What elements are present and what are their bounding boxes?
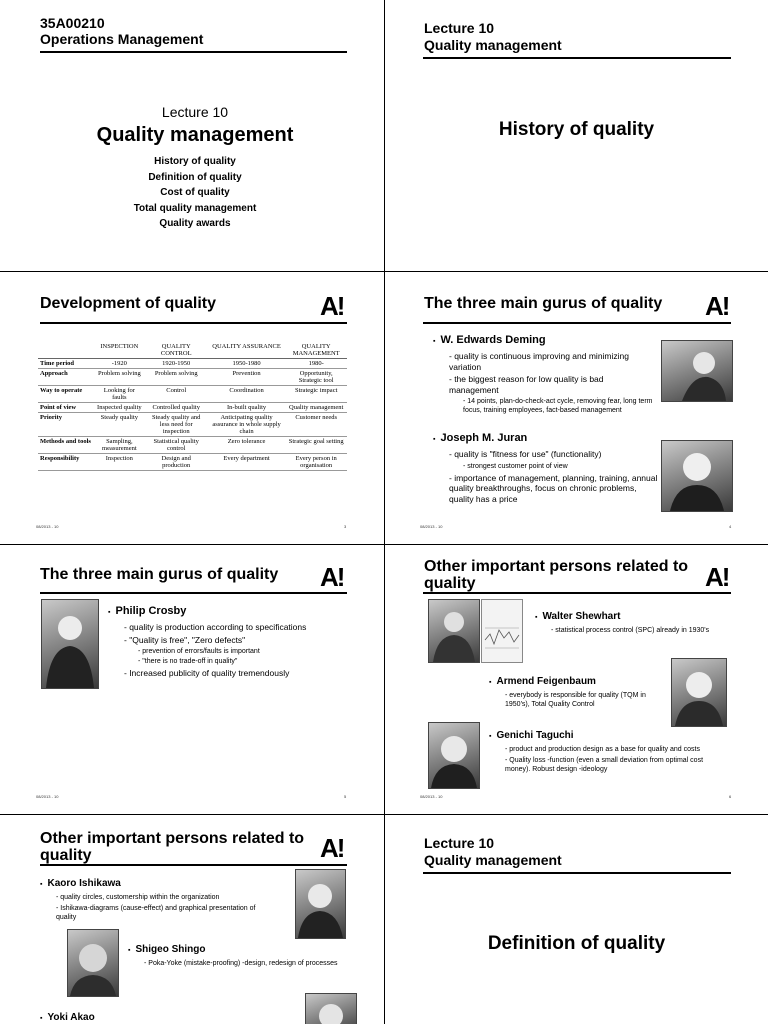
lecture-subtitle: Quality management [424, 852, 562, 868]
slide-footer: 08/2013 - 10 [420, 524, 443, 529]
guru-name: Joseph M. Juran [440, 432, 528, 444]
topic-item: Quality awards [159, 218, 231, 229]
table-cell: Way to operate [38, 386, 94, 403]
title-rule [423, 872, 731, 874]
table-header-cell: QUALITY CONTROL [145, 342, 208, 359]
feigenbaum-section [489, 675, 669, 709]
table-row [38, 369, 347, 386]
guru-name: W. Edwards Deming [440, 334, 546, 346]
table-cell: Design and production [145, 454, 208, 471]
person-name: Walter Shewhart [542, 611, 621, 622]
slide-1-title [0, 0, 384, 271]
slide-2-section [385, 0, 768, 271]
deming-photo [661, 340, 733, 402]
bullet-text: - strongest customer point of view [463, 462, 568, 470]
table-row [38, 386, 347, 403]
shingo-photo [67, 929, 119, 997]
bullet-icon: ▪ [489, 733, 492, 740]
table-cell: Inspection [94, 454, 145, 471]
table-cell: Statistical quality control [145, 437, 208, 454]
shewhart-photo [428, 599, 480, 663]
akao-section [40, 1011, 95, 1024]
table-cell: Time period [38, 359, 94, 369]
table-cell: 1920-1950 [145, 359, 208, 369]
table-cell: 1980- [285, 359, 347, 369]
ishikawa-photo [295, 869, 346, 939]
table-header-cell: INSPECTION [94, 342, 145, 359]
crosby-section [108, 605, 353, 679]
person-name: Armend Feigenbaum [496, 676, 596, 687]
section-heading: Definition of quality [487, 933, 666, 954]
table-cell: Methods and tools [38, 437, 94, 454]
title-rule [423, 322, 731, 324]
akao-photo [305, 993, 357, 1024]
aalto-logo: A! [320, 833, 344, 863]
title-rule [423, 592, 731, 594]
guru-name: Philip Crosby [115, 605, 187, 617]
bullet-text: - quality is production according to specifications [124, 622, 307, 632]
table-row [38, 437, 347, 454]
bullet-text: - "Quality is free", "Zero defects" [124, 634, 246, 645]
slide-title-line-2: quality [40, 847, 92, 864]
slide-8-section [385, 815, 768, 1024]
bullet-text: - the biggest reason for low quality is bad management [449, 374, 604, 395]
slide-7-other-persons [0, 815, 384, 1024]
table-row [38, 413, 347, 437]
taguchi-section [489, 729, 729, 774]
person-name: Shigeo Shingo [135, 944, 206, 955]
table-cell: Inspected quality [94, 403, 145, 413]
table-cell: Responsibility [38, 454, 94, 471]
page-number: 5 [344, 794, 347, 799]
table-cell: Strategic goal setting [285, 437, 347, 454]
table-cell: Anticipating quality assurance in whole supply chain [208, 413, 286, 437]
bullet-text: - prevention of errors/faults is important [138, 648, 260, 655]
page-number: 4 [729, 524, 732, 529]
table-cell: Problem solving [145, 369, 208, 386]
page-number: 6 [729, 794, 732, 799]
bullet-icon: ▪ [108, 609, 111, 616]
juran-photo [661, 440, 733, 512]
table-cell: Control [145, 386, 208, 403]
title-rule [40, 322, 347, 324]
table-row [38, 359, 347, 369]
title-rule [423, 57, 731, 59]
bullet-text: - Quality loss -function (even a small deviation from optimal cost money). Robust design -ideology [505, 757, 704, 773]
table-cell: Customer needs [285, 413, 347, 437]
topic-item: History of quality [154, 156, 236, 167]
ishikawa-section [40, 877, 295, 922]
slide-title-line-1: Other important persons related to [40, 830, 305, 847]
lecture-title: Quality management [96, 124, 294, 146]
table-header-cell [38, 342, 94, 359]
bullet-text: - quality is continuous improving and minimizing variation [449, 351, 629, 372]
table-header-cell: QUALITY ASSURANCE [208, 342, 286, 359]
bullet-text: - Poka-Yoke (mistake-proofing) -design, redesign of processes [144, 960, 338, 967]
bullet-icon: ▪ [489, 679, 492, 686]
slide-footer: 08/2013 - 10 [36, 524, 59, 529]
bullet-text: - quality circles, customership within the organization [56, 894, 220, 901]
table-cell: Approach [38, 369, 94, 386]
table-cell: Quality management [285, 403, 347, 413]
deming-section [433, 334, 655, 415]
taguchi-photo [428, 722, 480, 789]
person-name: Genichi Taguchi [496, 730, 574, 741]
topic-item: Definition of quality [148, 171, 242, 183]
bullet-text: - "there is no trade-off in quality" [138, 658, 238, 665]
topic-item: Total quality management [133, 202, 257, 214]
slide-title-line-1: Other important persons related to [424, 558, 689, 575]
title-rule [40, 51, 347, 53]
slide-footer: 08/2013 - 10 [36, 794, 59, 799]
slide-title: Development of quality [40, 295, 217, 312]
course-code: 35A00210 [40, 15, 105, 31]
table-cell: Coordination [208, 386, 286, 403]
slide-6-other-persons [385, 545, 768, 814]
slide-footer: 08/2013 - 10 [420, 794, 443, 799]
title-rule [40, 592, 347, 594]
bullet-icon: ▪ [40, 1015, 43, 1022]
feigenbaum-photo [671, 658, 727, 727]
slide-5-crosby [0, 545, 384, 814]
table-cell: In-built quality [208, 403, 286, 413]
lecture-number: Lecture 10 [424, 20, 495, 36]
bullet-text: - importance of management, planning, training, annual quality breakthroughs, focus on chronic problems, quality has a price [449, 472, 658, 504]
bullet-text: - statistical process control (SPC) already in 1930's [551, 627, 710, 634]
slide-3-development [0, 272, 384, 544]
table-cell: 1950-1980 [208, 359, 286, 369]
bullet-icon: ▪ [40, 881, 43, 888]
table-cell: Strategic impact [285, 386, 347, 403]
slide-4-gurus [385, 272, 768, 544]
table-cell: Looking for faults [94, 386, 145, 403]
section-heading: History of quality [498, 119, 655, 140]
juran-section [433, 432, 658, 504]
aalto-logo: A! [705, 291, 729, 321]
topic-item: Cost of quality [160, 187, 230, 198]
table-row [38, 454, 347, 471]
bullet-icon: ▪ [535, 614, 538, 621]
bullet-icon: ▪ [433, 436, 436, 443]
aalto-logo: A! [320, 562, 344, 592]
slide-title: The three main gurus of quality [40, 566, 279, 583]
table-cell: Prevention [208, 369, 286, 386]
table-cell: Controlled quality [145, 403, 208, 413]
table-row [38, 403, 347, 413]
bullet-text: - product and production design as a base for quality and costs [505, 746, 700, 753]
course-name: Operations Management [40, 31, 204, 47]
table-header-cell: QUALITY MANAGEMENT [285, 342, 347, 359]
table-header-row [38, 342, 347, 359]
person-name: Kaoro Ishikawa [47, 878, 121, 889]
table-cell: Problem solving [94, 369, 145, 386]
table-cell: Sampling, measurement [94, 437, 145, 454]
crosby-photo [41, 599, 99, 689]
bullet-text: - 14 points, plan-do-check-act cycle, removing fear, long term focus, training employees, fact-based management [463, 398, 653, 414]
shewhart-section [535, 610, 720, 635]
quality-development-table [38, 342, 347, 471]
lecture-subtitle: Quality management [424, 37, 562, 53]
bullet-text: - quality is "fitness for use" (functionality) [449, 449, 602, 459]
control-chart-image [481, 599, 523, 663]
table-cell: -1920 [94, 359, 145, 369]
bullet-text: - everybody is responsible for quality (TQM in 1950's), Total Quality Control [505, 692, 646, 708]
title-rule [40, 864, 347, 866]
table-cell: Priority [38, 413, 94, 437]
aalto-logo: A! [705, 562, 729, 592]
aalto-logo: A! [320, 291, 344, 321]
table-cell: Opportunity, Strategic tool [285, 369, 347, 386]
page-number: 3 [344, 524, 347, 529]
table-cell: Point of view [38, 403, 94, 413]
table-cell: Every department [208, 454, 286, 471]
bullet-text: - Ishikawa-diagrams (cause-effect) and graphical presentation of quality [56, 905, 256, 921]
table-cell: Zero tolerance [208, 437, 286, 454]
table-cell: Steady quality and less need for inspection [145, 413, 208, 437]
slide-title-line-2: quality [424, 575, 476, 592]
table-cell: Steady quality [94, 413, 145, 437]
lecture-number: Lecture 10 [424, 835, 495, 851]
topic-list [0, 154, 384, 232]
bullet-icon: ▪ [128, 947, 131, 954]
slide-title: The three main gurus of quality [424, 295, 663, 312]
person-name: Yoki Akao [47, 1012, 95, 1023]
bullet-text: - Increased publicity of quality tremendously [124, 668, 290, 678]
shingo-section [128, 943, 343, 968]
table-cell: Every person in organisation [285, 454, 347, 471]
lecture-number: Lecture 10 [161, 104, 229, 120]
bullet-icon: ▪ [433, 338, 436, 345]
